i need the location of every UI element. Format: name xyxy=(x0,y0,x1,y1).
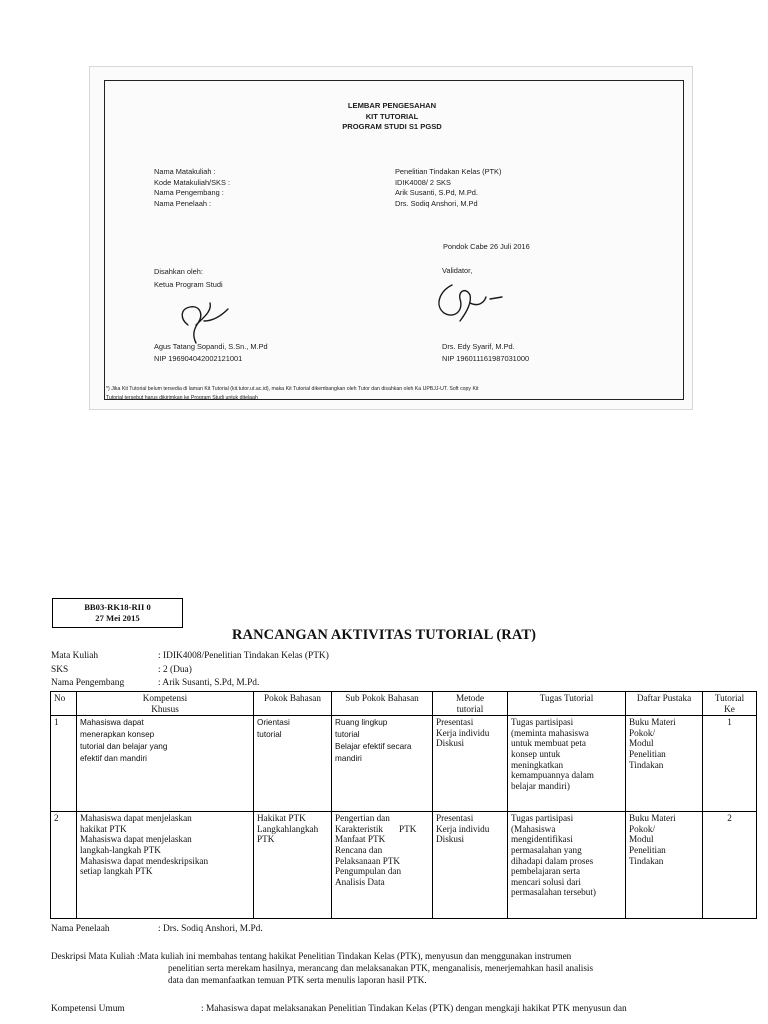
reviewer-label: Nama Penelaah xyxy=(51,924,110,934)
document-code-box xyxy=(52,598,183,628)
approver-name: Agus Tatang Sopandi, S.Sn., M.Pd xyxy=(154,342,268,351)
reviewer-row xyxy=(51,924,263,935)
field-value: Drs. Sodiq Anshori, M.Pd xyxy=(395,198,478,208)
field-label: Nama Pengembang : xyxy=(154,188,224,197)
approval-field-labels xyxy=(154,167,230,209)
approval-sheet-scan xyxy=(89,66,693,410)
approval-title-line: LEMBAR PENGESAHAN xyxy=(347,101,437,110)
approval-field-values xyxy=(395,167,501,209)
field-value: Penelitian Tindakan Kelas (PTK) xyxy=(395,167,502,176)
course-value: : IDIK4008/Penelitian Tindakan Kelas (PTK) xyxy=(158,651,329,661)
approver-identity xyxy=(154,341,268,364)
approver-block xyxy=(154,266,223,291)
cell-metode: Presentasi Kerja individu Diskusi xyxy=(433,716,508,812)
page-title: RANCANGAN AKTIVITAS TUTORIAL (RAT) xyxy=(231,627,537,643)
cell-sub: Pengertian dan Karakteristik PTK Manfaat PTK Rencana dan Pelaksanaan PTK Pengumpulan dan Analisis Data xyxy=(332,812,433,919)
header-metode: Metode tutorial xyxy=(433,692,508,716)
table-row xyxy=(51,716,757,812)
header-pokok: Pokok Bahasan xyxy=(254,692,332,716)
header-sub: Sub Pokok Bahasan xyxy=(332,692,433,716)
document-date: 27 Mei 2015 xyxy=(95,613,140,623)
description-line: data dan memanfaatkan temuan PTK serta menulis laporan hasil PTK. xyxy=(168,974,427,985)
validator-nip: NIP 196011161987031000 xyxy=(442,353,530,363)
validator-identity xyxy=(442,341,529,364)
cell-sub: Ruang lingkup tutorial Belajar efektif secara mandiri xyxy=(332,716,433,812)
approval-title-line: KIT TUTORIAL xyxy=(365,111,419,121)
header-tugas: Tugas Tutorial xyxy=(508,692,626,716)
header-no: No xyxy=(51,692,77,716)
field-label: Kode Matakuliah/SKS : xyxy=(154,177,231,187)
rat-table xyxy=(50,691,757,919)
cell-no: 2 xyxy=(51,812,77,919)
header-ke: Tutorial Ke xyxy=(703,692,757,716)
header-pustaka: Daftar Pustaka xyxy=(626,692,703,716)
course-info-row xyxy=(51,651,329,662)
reviewer-value: : Drs. Sodiq Anshori, M.Pd. xyxy=(158,924,263,934)
footnote-line: *) Jika Kit Tutorial belum tersedia di laman Kit Tutorial (kit.tutor.ut.ac.id), maka Kit Tutorial dikembangkan oleh Tutor dan disahkan oleh Ka UPBJJ-UT. Soft copy Kit xyxy=(106,386,479,392)
footnote-line: Tutorial tersebut harus dikirimkan ke Program Studi untuk ditelaah xyxy=(106,394,258,401)
field-label: Nama Matakuliah : xyxy=(154,167,216,176)
description-line: penelitian serta merekam hasilnya, merancang dan melaksanakan PTK, menganalisis, menerjemahkan hasil analisis xyxy=(168,962,594,973)
header-kompetensi: Kompetensi Khusus xyxy=(77,692,254,716)
cell-pustaka: Buku Materi Pokok/ Modul Penelitian Tindakan xyxy=(626,716,703,812)
cell-ke: 1 xyxy=(703,716,757,812)
approval-title-line: PROGRAM STUDI S1 PGSD xyxy=(342,122,442,131)
approver-nip: NIP 196904042002121001 xyxy=(154,353,243,363)
course-label: Mata Kuliah xyxy=(51,651,99,661)
developer-info-row xyxy=(51,678,259,689)
description-line: Deskripsi Mata Kuliah :Mata kuliah ini membahas tentang hakikat Penelitian Tindakan Kelas (PTK), menyusun dan menggunakan instrumen xyxy=(51,951,572,961)
cell-pustaka: Buku Materi Pokok/ Modul Penelitian Tindakan xyxy=(626,812,703,919)
cell-tugas: Tugas partisipasi (Mahasiswa mengidentifikasi permasalahan yang dihadapi dalam proses pembelajaran serta mencari solusi dari permasalahan tersebut) xyxy=(508,812,626,919)
validator-signature xyxy=(430,277,520,327)
cell-tugas: Tugas partisipasi (meminta mahasiswa untuk membuat peta konsep untuk meningkatkan kemampuannya dalam belajar mandiri) xyxy=(508,716,626,812)
cell-no: 1 xyxy=(51,716,77,812)
course-description xyxy=(51,951,593,986)
approval-footnote xyxy=(106,385,682,402)
approved-by-label: Disahkan oleh: xyxy=(154,267,203,276)
cell-metode: Presentasi Kerja individu Diskusi xyxy=(433,812,508,919)
general-competency-value: : Mahasiswa dapat melaksanakan Penelitian Tindakan Kelas (PTK) dengan mengkaji hakikat PTK menyusun dan xyxy=(201,1004,627,1014)
approver-role: Ketua Program Studi xyxy=(154,279,223,289)
place-date: Pondok Cabe 26 Juli 2016 xyxy=(443,242,530,251)
general-competency-row xyxy=(51,1004,627,1015)
table-row xyxy=(51,812,757,919)
validator-name: Drs. Edy Syarif, M.Pd. xyxy=(442,342,515,351)
field-label: Nama Penelaah : xyxy=(154,198,212,208)
developer-label: Nama Pengembang xyxy=(51,678,125,688)
sks-value: : 2 (Dua) xyxy=(158,665,192,675)
document-code: BB03-RK18-RII 0 xyxy=(84,602,151,612)
developer-value: : Arik Susanti, S.Pd, M.Pd. xyxy=(158,678,260,688)
approval-sheet-title xyxy=(90,101,694,133)
table-header-row xyxy=(51,692,757,716)
cell-ke: 2 xyxy=(703,812,757,919)
general-competency-label: Kompetensi Umum xyxy=(51,1004,125,1014)
cell-kompetensi: Mahasiswa dapat menjelaskan hakikat PTK Mahasiswa dapat menjelaskan langkah-langkah PTK Mahasiswa dapat mendeskripsikan setiap langkah PTK xyxy=(77,812,254,919)
cell-pokok: Hakikat PTK Langkahlangkah PTK xyxy=(254,812,332,919)
validator-label: Validator, xyxy=(442,266,473,275)
cell-kompetensi: Mahasiswa dapat menerapkan konsep tutorial dan belajar yang efektif dan mandiri xyxy=(77,716,254,812)
field-value: Arik Susanti, S.Pd, M.Pd. xyxy=(395,188,478,197)
approver-signature xyxy=(170,295,240,347)
cell-pokok: Orientasi tutorial xyxy=(254,716,332,812)
field-value: IDIK4008/ 2 SKS xyxy=(395,177,451,187)
sks-label: SKS xyxy=(51,665,69,675)
sks-info-row xyxy=(51,665,192,676)
